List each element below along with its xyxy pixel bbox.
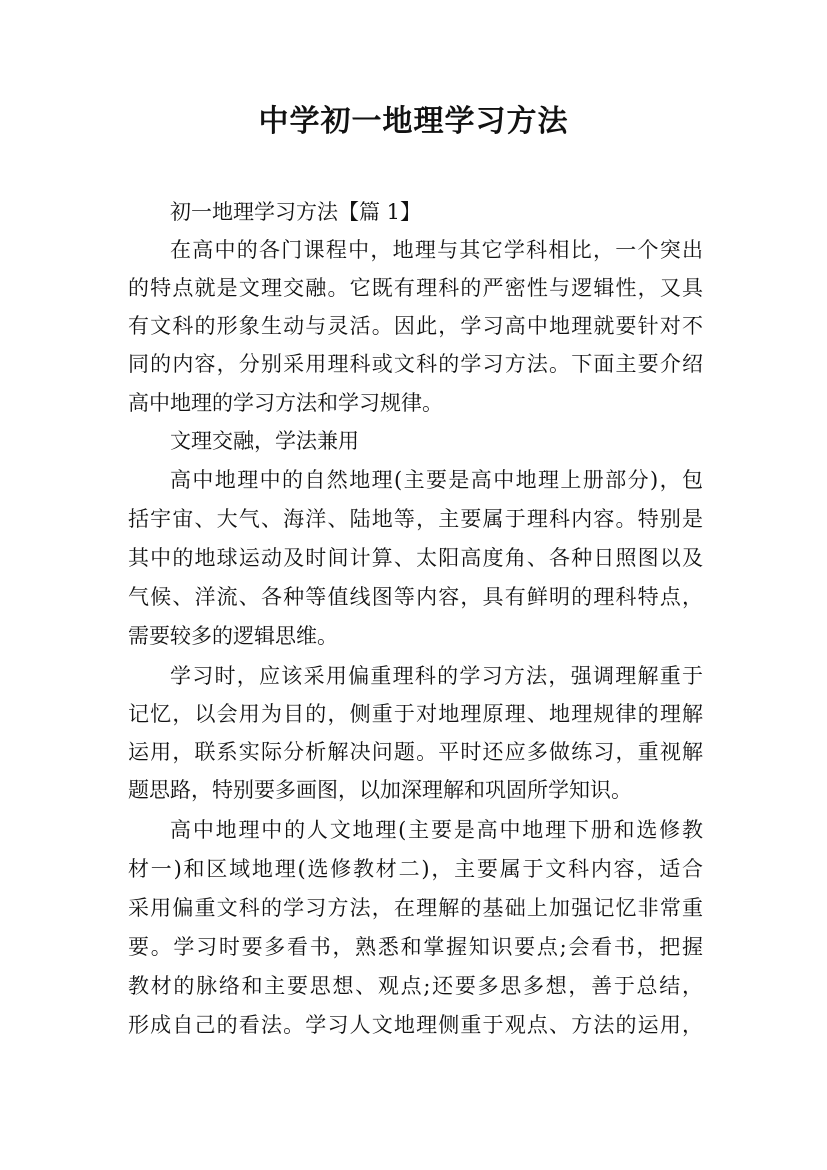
document-title: 中学初一地理学习方法 bbox=[258, 104, 569, 139]
text-line: 学习时，应该采用偏重理科的学习方法，强调理解重于 bbox=[170, 664, 703, 688]
text-line: 材一)和区域地理(选修教材二)，主要属于文科内容，适合 bbox=[128, 857, 703, 881]
text-line: 题思路，特别要多画图，以加深理解和巩固所学知识。 bbox=[128, 778, 632, 802]
section-heading: 文理交融，学法兼用 bbox=[170, 429, 359, 453]
section-heading: 初一地理学习方法【篇 1】 bbox=[170, 200, 422, 224]
text-line: 形成自己的看法。学习人文地理侧重于观点、方法的运用， bbox=[128, 1013, 703, 1037]
text-line: 有文科的形象生动与灵活。因此，学习高中地理就要针对不 bbox=[128, 314, 703, 338]
text-line: 气候、洋流、各种等值线图等内容，具有鲜明的理科特点， bbox=[128, 585, 703, 609]
text-line: 采用偏重文科的学习方法，在理解的基础上加强记忆非常重 bbox=[128, 896, 703, 920]
text-line: 要。学习时要多看书，熟悉和掌握知识要点;会看书，把握 bbox=[128, 935, 703, 959]
text-line: 的特点就是文理交融。它既有理科的严密性与逻辑性，又具 bbox=[128, 276, 703, 300]
text-line: 高中地理的学习方法和学习规律。 bbox=[128, 391, 443, 415]
text-line: 运用，联系实际分析解决问题。平时还应多做练习，重视解 bbox=[128, 740, 703, 764]
text-line: 其中的地球运动及时间计算、太阳高度角、各种日照图以及 bbox=[128, 546, 703, 570]
text-line: 需要较多的逻辑思维。 bbox=[128, 624, 338, 648]
text-line: 教材的脉络和主要思想、观点;还要多思多想，善于总结， bbox=[128, 974, 703, 998]
text-line: 括宇宙、大气、海洋、陆地等，主要属于理科内容。特别是 bbox=[128, 507, 703, 531]
text-line: 高中地理中的人文地理(主要是高中地理下册和选修教 bbox=[170, 818, 703, 842]
text-line: 记忆，以会用为目的，侧重于对地理原理、地理规律的理解 bbox=[128, 702, 703, 726]
text-line: 高中地理中的自然地理(主要是高中地理上册部分)，包 bbox=[170, 468, 703, 492]
text-line: 同的内容，分别采用理科或文科的学习方法。下面主要介绍 bbox=[128, 352, 703, 376]
text-line: 在高中的各门课程中，地理与其它学科相比，一个突出 bbox=[170, 238, 703, 262]
